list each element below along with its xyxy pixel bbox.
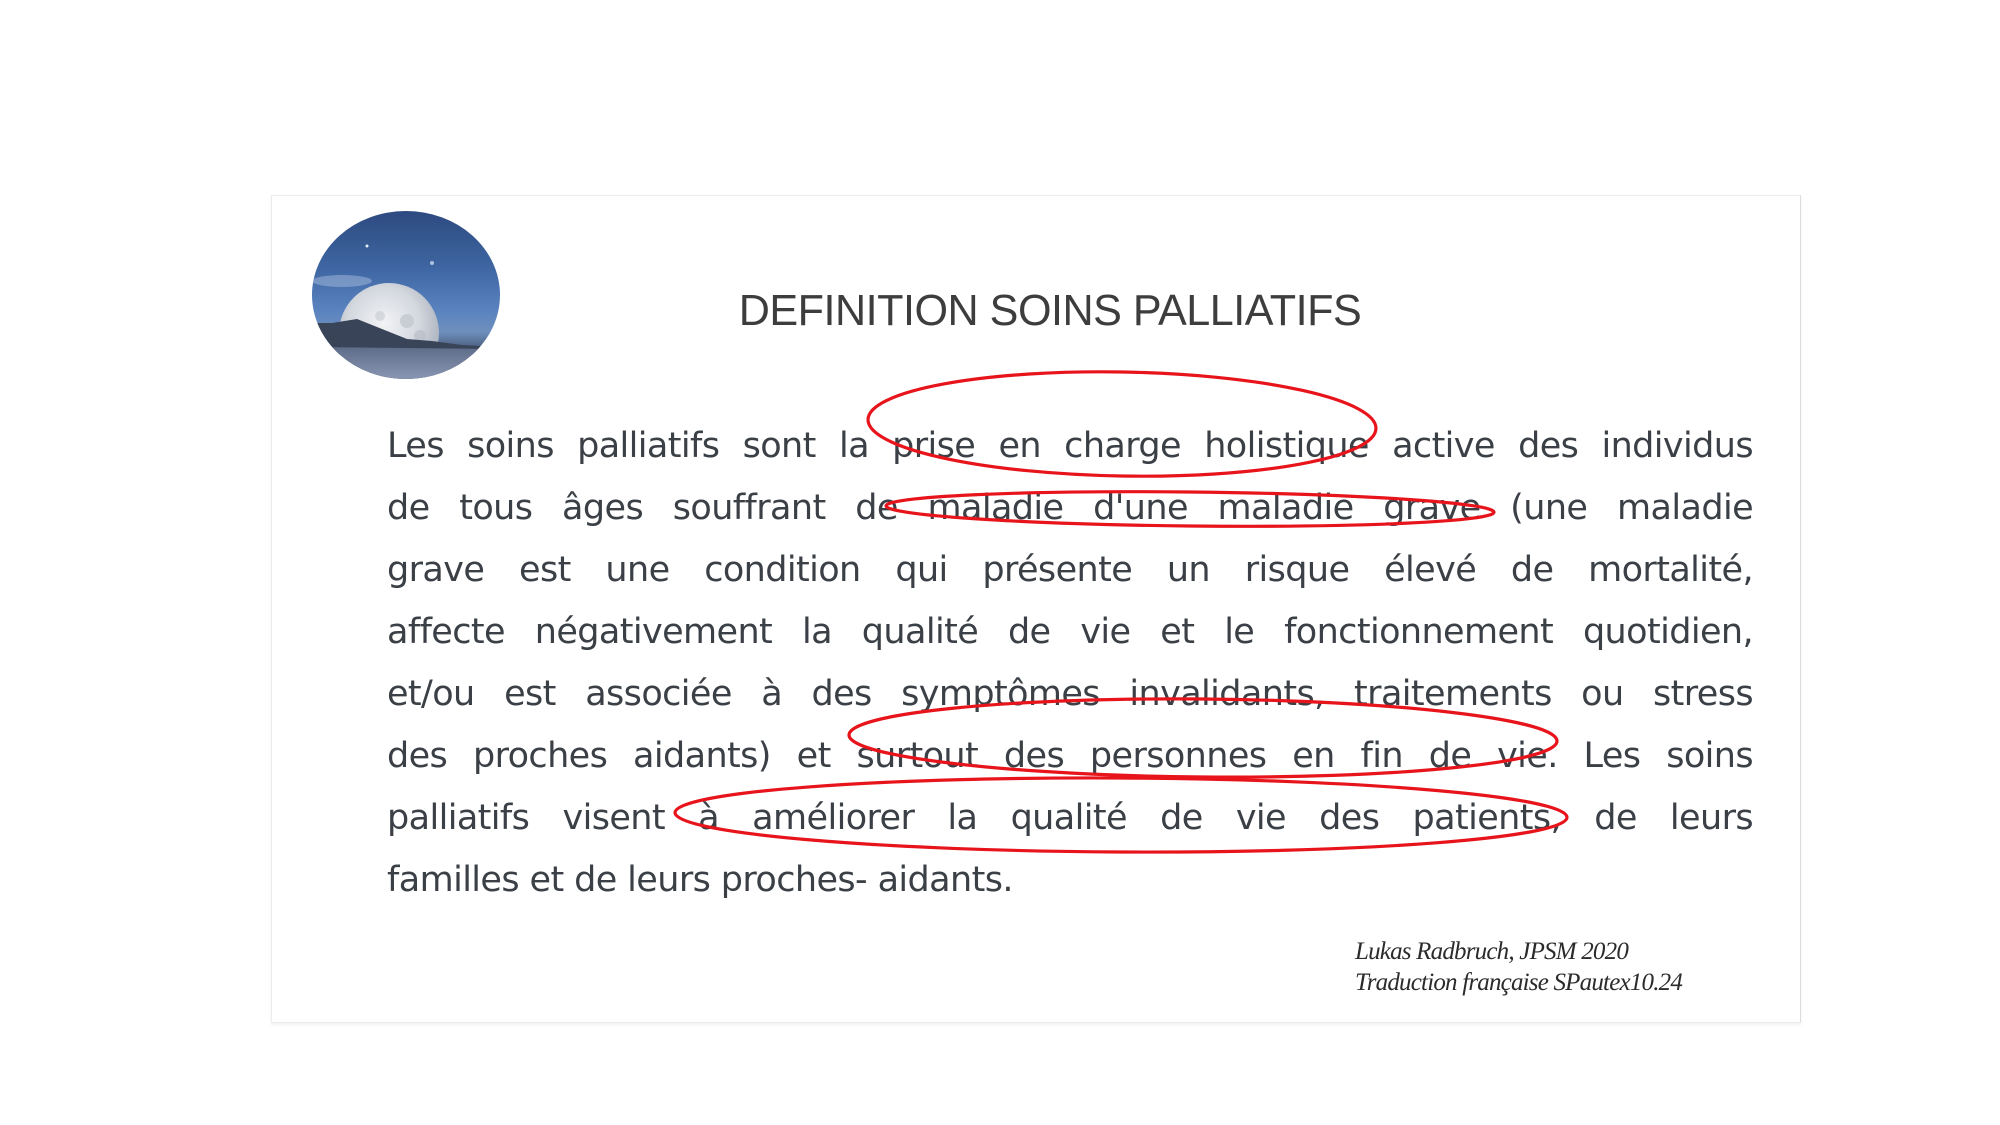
paragraph-line: et/ou est associée à des symptômes invalidants, traitements ou stress	[387, 674, 1753, 714]
paragraph-line: affecte négativement la qualité de vie et le fonctionnement quotidien,	[387, 612, 1753, 652]
slide-title: DEFINITION SOINS PALLIATIFS	[738, 286, 1362, 335]
paragraph-line: des proches aidants) et surtout des personnes en fin de vie. Les soins	[387, 736, 1753, 776]
moon-logo-image	[312, 211, 500, 379]
paragraph-line: palliatifs visent à améliorer la qualité de vie des patients, de leurs	[387, 798, 1753, 838]
paragraph-line: grave est une condition qui présente un risque élevé de mortalité,	[387, 550, 1753, 590]
definition-paragraph	[387, 415, 1753, 911]
paragraph-line: de tous âges souffrant de maladie d'une maladie grave (une maladie	[387, 488, 1753, 528]
paragraph-line: familles et de leurs proches- aidants.	[387, 860, 1013, 900]
moon-landscape-icon	[312, 211, 500, 379]
citation-translation: Traduction française SPautex10.24	[1355, 969, 1683, 996]
paragraph-line: Les soins palliatifs sont la prise en charge holistique active des individus	[387, 426, 1753, 466]
citation	[1355, 936, 1682, 998]
citation-author: Lukas Radbruch, JPSM 2020	[1355, 938, 1629, 965]
